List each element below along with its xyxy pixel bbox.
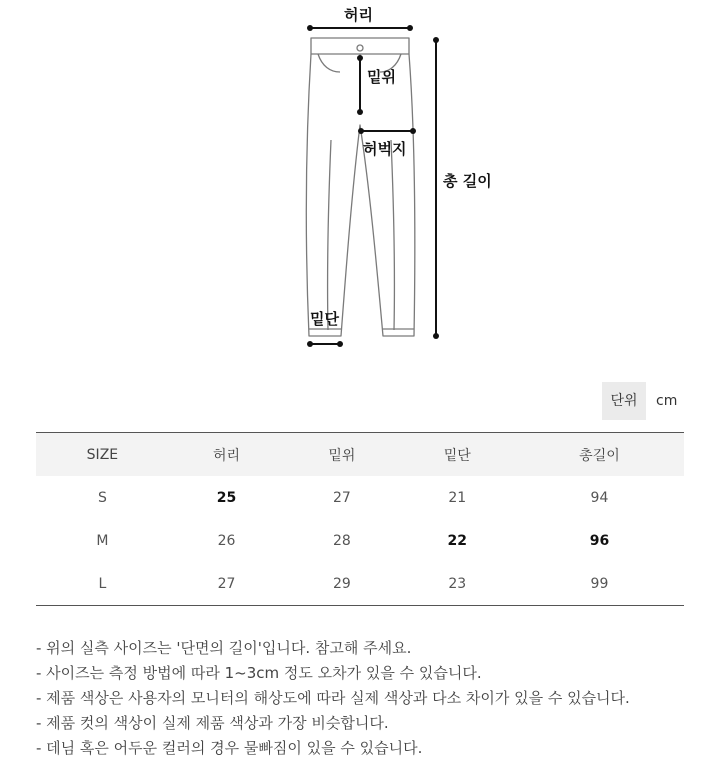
note-item: - 위의 실측 사이즈는 '단면의 길이'입니다. 참고해 주세요. bbox=[36, 639, 412, 657]
waist-cell: 27 bbox=[169, 562, 284, 606]
header-waist: 허리 bbox=[169, 433, 284, 477]
waist-cell: 25 bbox=[216, 489, 237, 506]
total-length-cell: 96 bbox=[589, 532, 610, 549]
total-length-cell: 99 bbox=[515, 562, 684, 606]
unit-label: 단위 bbox=[602, 382, 646, 420]
rise-cell: 27 bbox=[332, 489, 351, 506]
hem-cell: 21 bbox=[448, 489, 467, 506]
table-row bbox=[36, 562, 684, 606]
unit-indicator bbox=[602, 382, 677, 420]
header-total-length: 총길이 bbox=[515, 433, 684, 477]
waist-cell: 26 bbox=[217, 532, 236, 549]
pants-measurement-diagram bbox=[0, 0, 720, 370]
header-rise: 밑위 bbox=[284, 433, 399, 477]
note-item: - 제품 색상은 사용자의 모니터의 해상도에 따라 실제 색상과 다소 차이가 있을 수 있습니다. bbox=[36, 689, 630, 707]
table-row bbox=[36, 519, 684, 562]
notes-list bbox=[36, 636, 630, 761]
header-size: SIZE bbox=[36, 433, 169, 477]
hem-label: 밑단 bbox=[310, 310, 339, 328]
note-item: - 제품 컷의 색상이 실제 제품 색상과 가장 비슷합니다. bbox=[36, 714, 389, 732]
pants-illustration bbox=[0, 0, 720, 370]
rise-cell: 28 bbox=[332, 532, 351, 549]
size-cell: S bbox=[97, 489, 107, 506]
note-item: - 사이즈는 측정 방법에 따라 1~3cm 정도 오차가 있을 수 있습니다. bbox=[36, 664, 482, 682]
unit-value: cm bbox=[656, 393, 678, 409]
size-cell: M bbox=[96, 532, 109, 549]
waist-label: 허리 bbox=[344, 6, 373, 24]
hem-cell: 22 bbox=[447, 532, 467, 549]
table-header-row bbox=[36, 433, 684, 477]
rise-label: 밑위 bbox=[367, 68, 396, 86]
total-length-cell: 94 bbox=[590, 489, 609, 506]
hem-cell: 23 bbox=[400, 562, 515, 606]
thigh-label: 허벅지 bbox=[363, 140, 407, 158]
size-cell: L bbox=[36, 562, 169, 606]
note-item: - 데님 혹은 어두운 컬러의 경우 물빠짐이 있을 수 있습니다. bbox=[36, 739, 423, 757]
header-hem: 밑단 bbox=[400, 433, 515, 477]
table-row bbox=[36, 476, 684, 519]
rise-cell: 29 bbox=[284, 562, 399, 606]
size-chart-table bbox=[36, 432, 684, 606]
total-length-label: 총 길이 bbox=[443, 172, 492, 190]
